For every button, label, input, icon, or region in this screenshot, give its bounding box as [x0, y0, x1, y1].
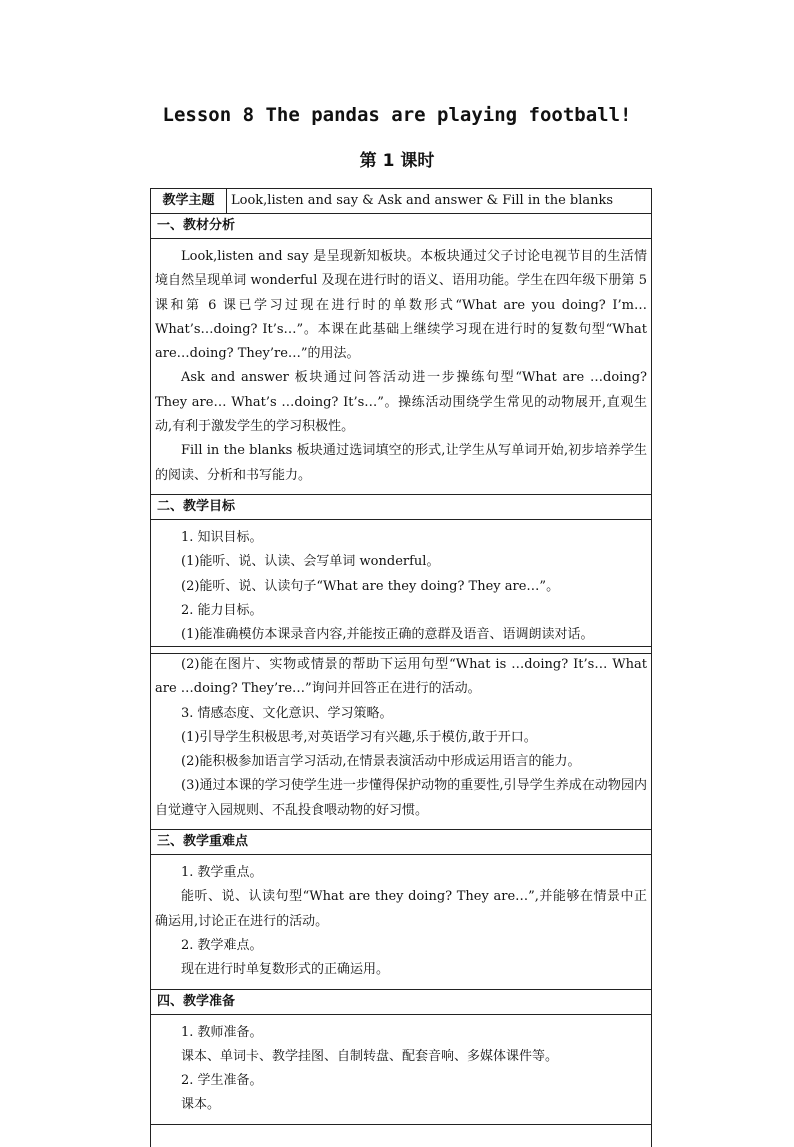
objective-line: (1)引导学生积极思考,对英语学习有兴趣,乐于模仿,敢于开口。: [181, 729, 537, 745]
objective-line: (2)能在图片、实物或情景的帮助下运用句型“What is …doing? It’s… What are …doing? They’re…”询问并回答正在进行的活动。: [155, 657, 647, 697]
objective-line: 2. 能力目标。: [181, 602, 263, 618]
lesson-title: Lesson 8 The pandas are playing football!: [162, 104, 632, 126]
section3-heading-row: [151, 830, 652, 855]
key-point-line: 能听、说、认读句型“What are they doing? They are…”,并能够在情景中正确运用,讨论正在进行的活动。: [155, 889, 647, 929]
trailing-row: [151, 1124, 652, 1147]
key-point-line: 1. 教学重点。: [181, 865, 263, 881]
lesson-plan-table-page1: [150, 188, 652, 654]
analysis-paragraph: Ask and answer 板块通过问答活动进一步操练句型“What are …doing? They are… What’s …doing? It’s…”。操练活动围绕学生常见的动物展开,直观生动,有利于激发学生的学习积极性。: [155, 370, 647, 435]
objective-line: (1)能准确模仿本课录音内容,并能按正确的意群及语音、语调朗读对话。: [181, 627, 594, 643]
section1-body-row: [151, 239, 652, 495]
analysis-paragraph: Look,listen and say 是呈现新知板块。本板块通过父子讨论电视节目的生活情境自然呈现单词 wonderful 及现在进行时的语义、语用功能。学生在四年级下册第 5 课和第 6 课已学习过现在进行时的单数形式“What are you doing? I’m… What’s…doing? It’s…”。本课在此基础上继续学习现在进行时的复数句型“What are…doing? They’re…”的用法。: [155, 249, 647, 362]
section1-heading-row: [151, 214, 652, 239]
lesson-plan-table-page2: [150, 646, 652, 1147]
section-heading-preparation: 四、教学准备: [151, 989, 652, 1014]
key-point-line: 2. 教学难点。: [181, 937, 263, 953]
objective-line: 1. 知识目标。: [181, 529, 263, 545]
section-body-preparation: [151, 1014, 652, 1124]
section-heading-key-points: 三、教学重难点: [151, 830, 652, 855]
section3-body-row: [151, 855, 652, 989]
topic-label: 教学主题: [151, 189, 227, 214]
objective-line: (2)能积极参加语言学习活动,在情景表演活动中形成运用语言的能力。: [181, 754, 581, 770]
section2-heading-row: [151, 494, 652, 519]
trailing-cell: [151, 1124, 652, 1147]
section-body-objectives: [151, 519, 652, 653]
section2-body-row: [151, 519, 652, 653]
section-heading-objectives: 二、教学目标: [151, 494, 652, 519]
objective-line: 3. 情感态度、文化意识、学习策略。: [181, 705, 393, 721]
section-heading-analysis: 一、教材分析: [151, 214, 652, 239]
section-body-key-points: [151, 855, 652, 989]
section-body-objectives-continued: [151, 647, 652, 830]
objective-line: (3)通过本课的学习使学生进一步懂得保护动物的重要性,引导学生养成在动物园内自觉遵守入园规则、不乱投食喂动物的好习惯。: [155, 778, 647, 818]
topic-row: [151, 189, 652, 214]
preparation-line: 2. 学生准备。: [181, 1073, 263, 1089]
section4-heading-row: [151, 989, 652, 1014]
preparation-line: 1. 教师准备。: [181, 1024, 263, 1040]
section4-body-row: [151, 1014, 652, 1124]
topic-value: Look,listen and say & Ask and answer & Fill in the blanks: [227, 189, 652, 214]
preparation-line: 课本。: [181, 1097, 221, 1113]
section2-continued-row: [151, 647, 652, 830]
analysis-paragraph: Fill in the blanks 板块通过选词填空的形式,让学生从写单词开始,初步培养学生的阅读、分析和书写能力。: [155, 443, 647, 483]
key-point-line: 现在进行时单复数形式的正确运用。: [181, 962, 390, 978]
objective-line: (1)能听、说、认读、会写单词 wonderful。: [181, 554, 440, 570]
section-body-analysis: [151, 239, 652, 495]
lesson-subtitle: 第 1 课时: [359, 151, 435, 171]
preparation-line: 课本、单词卡、教学挂图、自制转盘、配套音响、多媒体课件等。: [181, 1048, 559, 1064]
objective-line: (2)能听、说、认读句子“What are they doing? They are…”。: [181, 578, 560, 594]
